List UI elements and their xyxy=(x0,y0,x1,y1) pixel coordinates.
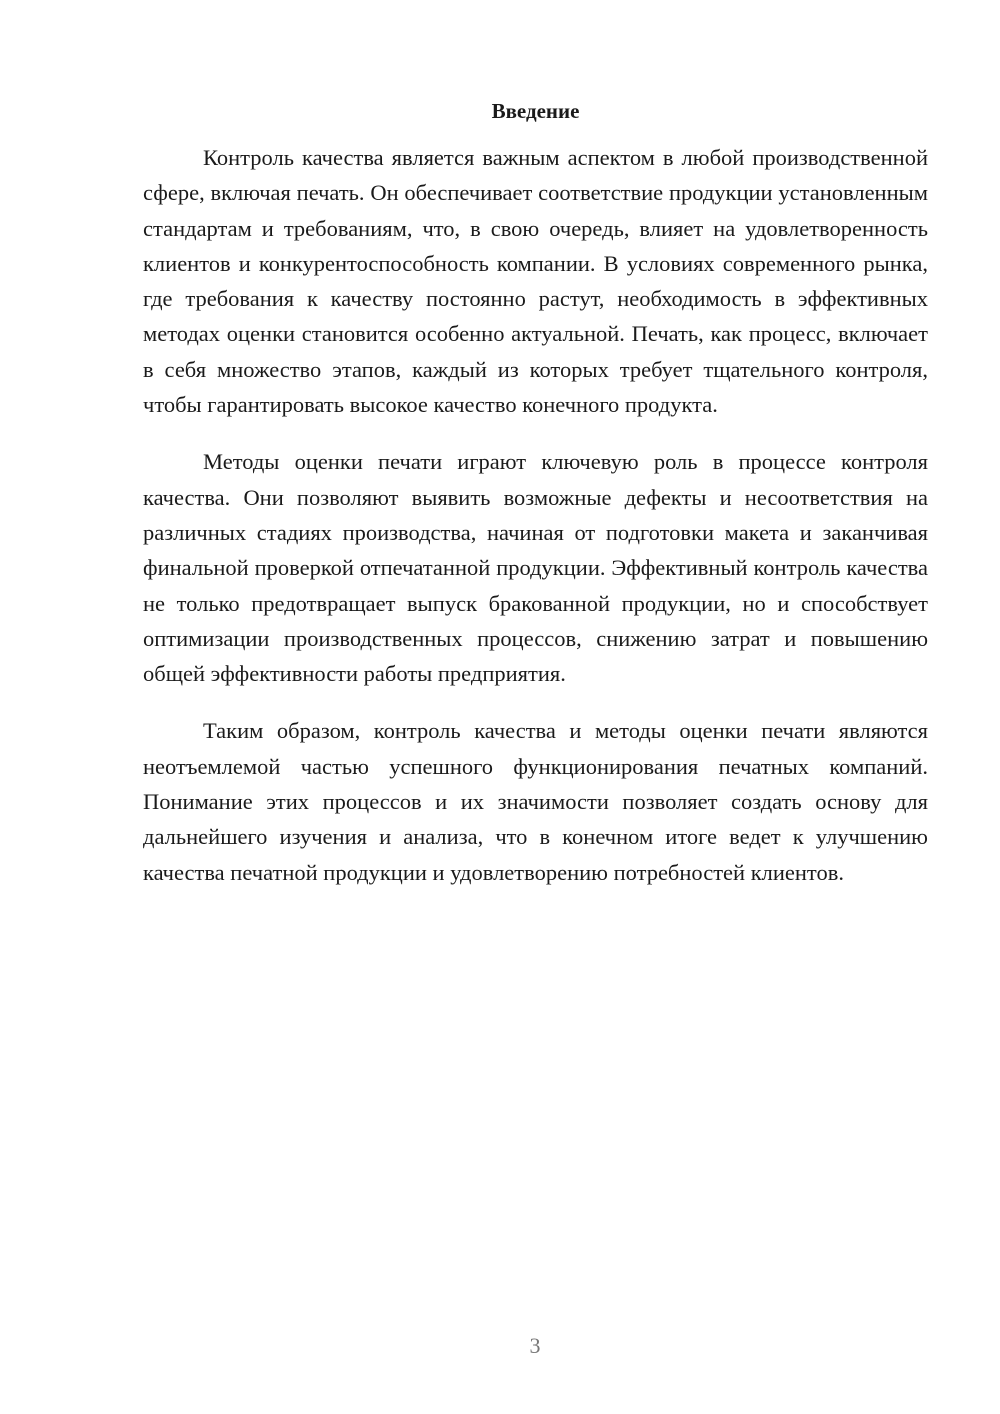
document-body xyxy=(143,96,928,912)
paragraph-2: Методы оценки печати играют ключевую роль в процессе контроля качества. Они позволяют выявить возможные дефекты и несоответствия на различных стадиях производства, начиная от подготовки макета и заканчивая финальной проверкой отпечатанной продукции. Эффективный контроль качества не только предотвращает выпуск бракованной продукции, но и способствует оптимизации производственных процессов, снижению затрат и повышению общей эффективности работы предприятия. xyxy=(143,449,928,687)
paragraph-1: Контроль качества является важным аспектом в любой производственной сфере, включая печать. Он обеспечивает соответствие продукции установленным стандартам и требованиям, что, в свою очередь, влияет на удовлетворенность клиентов и конкурентоспособность компании. В условиях современного рынка, где требования к качеству постоянно растут, необходимость в эффективных методах оценки становится особенно актуальной. Печать, как процесс, включает в себя множество этапов, каждый из которых требует тщательного контроля, чтобы гарантировать высокое качество конечного продукта. xyxy=(143,145,928,418)
paragraph-3: Таким образом, контроль качества и методы оценки печати являются неотъемлемой частью успешного функционирования печатных компаний. Понимание этих процессов и их значимости позволяет создать основу для дальнейшего изучения и анализа, что в конечном итоге ведет к улучшению качества печатной продукции и удовлетворению потребностей клиентов. xyxy=(143,718,928,885)
page-number: 3 xyxy=(529,1333,541,1358)
section-title: Введение xyxy=(491,99,580,123)
